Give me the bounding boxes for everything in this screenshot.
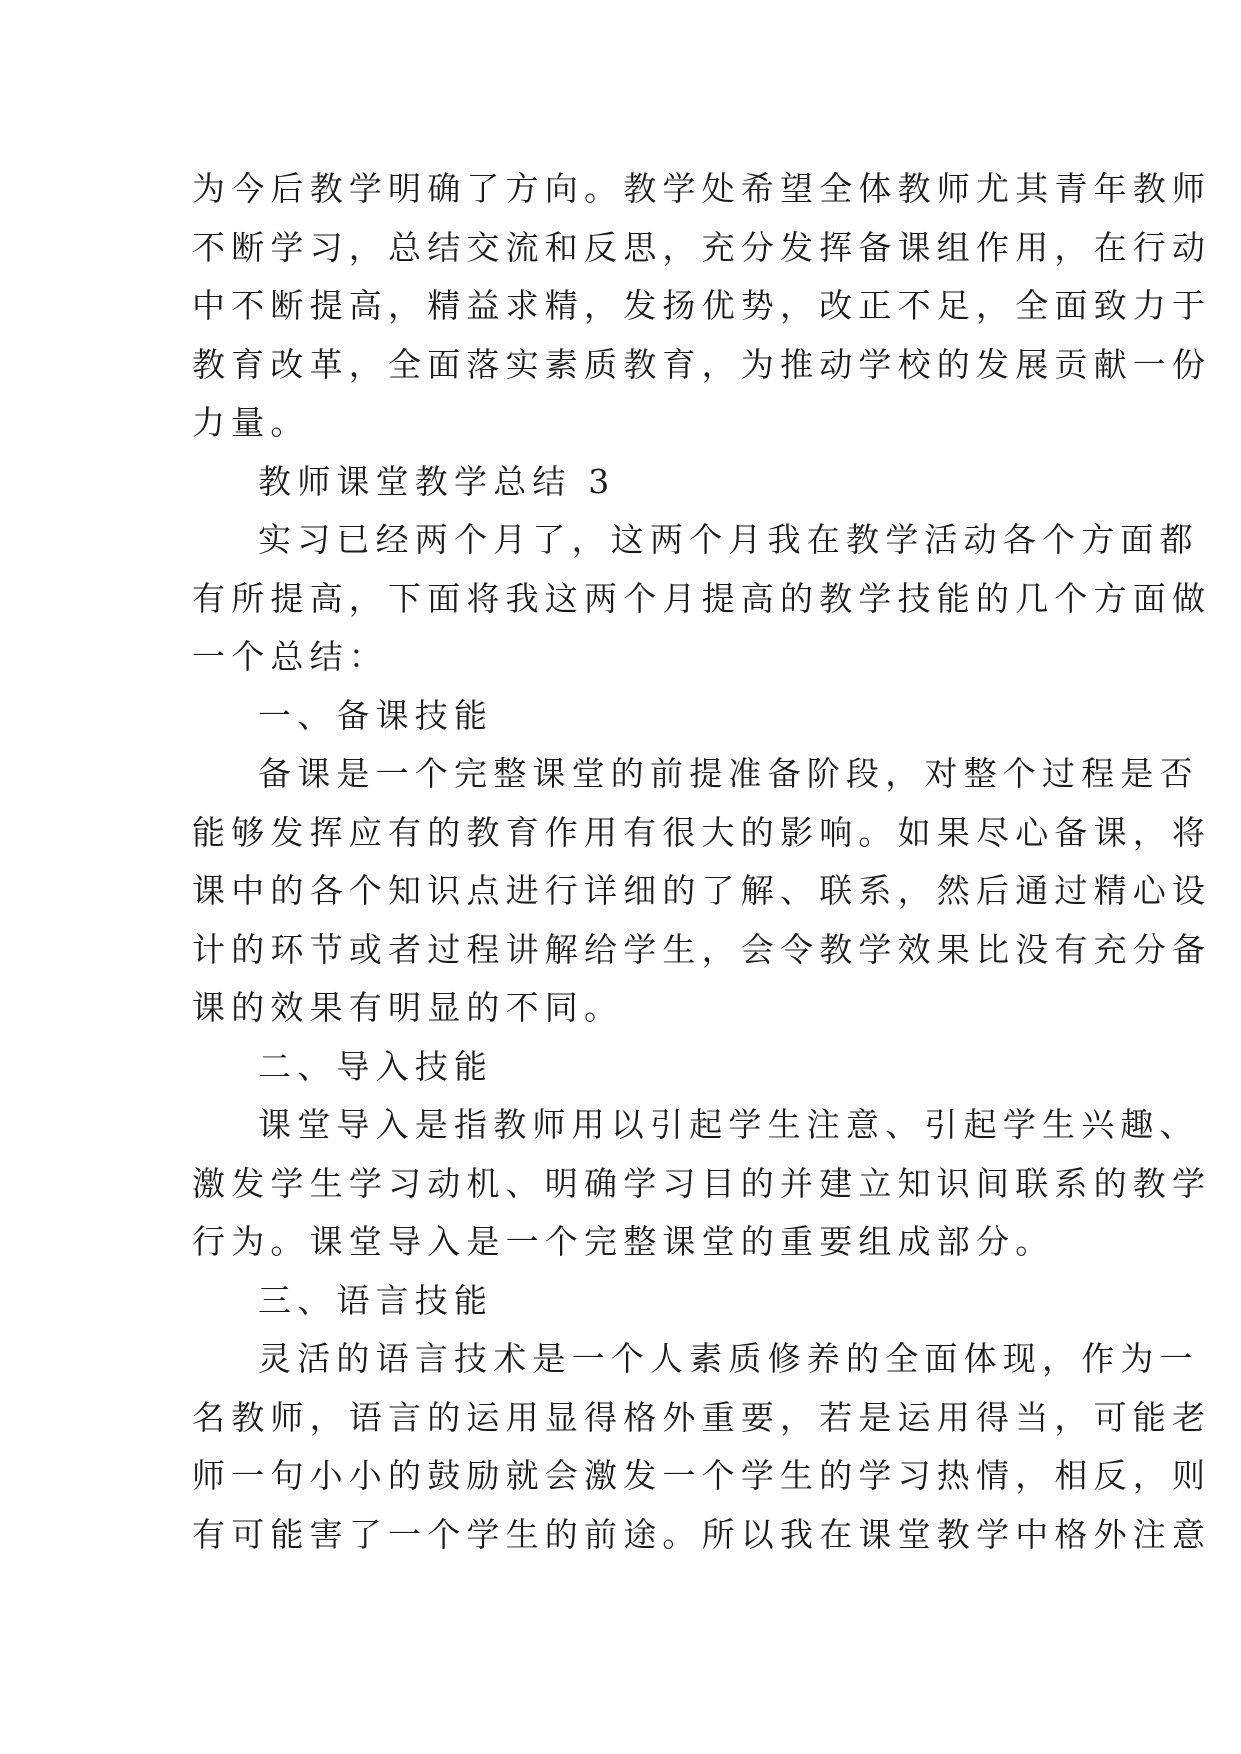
text-line: 一、备课技能 [258, 695, 494, 735]
text-line: 教育改革，全面落实素质教育，为推动学校的发展贡献一份 [192, 344, 1212, 384]
text-line: 力量。 [192, 403, 310, 442]
text-line: 不断学习，总结交流和反思，充分发挥备课组作用，在行动 [192, 227, 1212, 267]
text-line: 课堂导入是指教师用以引起学生注意、引起学生兴趣、 [258, 1105, 1199, 1144]
text-line: 实习已经两个月了，这两个月我在教学活动各个方面都 [258, 520, 1199, 559]
text-line: 课中的各个知识点进行详细的了解、联系，然后通过精心设 [192, 871, 1212, 910]
text-line: 教师课堂教学总结 3 [258, 461, 616, 501]
text-line: 能够发挥应有的教育作用有很大的影响。如果尽心备课，将 [192, 812, 1212, 852]
text-line: 行为。课堂导入是一个完整课堂的重要组成部分。 [192, 1222, 1055, 1261]
text-line: 备课是一个完整课堂的前提准备阶段，对整个过程是否 [258, 754, 1199, 793]
text-line: 计的环节或者过程讲解给学生，会令教学效果比没有充分备 [192, 929, 1212, 969]
text-line: 名教师，语言的运用显得格外重要，若是运用得当，可能老 [192, 1397, 1212, 1437]
text-line: 课的效果有明显的不同。 [192, 988, 624, 1027]
document-body [192, 160, 1212, 1564]
text-line: 一个总结： [192, 637, 388, 676]
text-line: 为今后教学明确了方向。教学处希望全体教师尤其青年教师 [192, 169, 1212, 208]
text-line: 三、语言技能 [258, 1280, 494, 1320]
text-line: 师一句小小的鼓励就会激发一个学生的学习热情，相反，则 [192, 1456, 1212, 1495]
text-line: 二、导入技能 [258, 1046, 494, 1086]
text-line: 有可能害了一个学生的前途。所以我在课堂教学中格外注意 [192, 1514, 1212, 1554]
text-line: 有所提高，下面将我这两个月提高的教学技能的几个方面做 [192, 578, 1212, 618]
text-line: 灵活的语言技术是一个人素质修养的全面体现，作为一 [258, 1339, 1199, 1378]
text-line: 激发学生学习动机、明确学习目的并建立知识间联系的教学 [192, 1163, 1212, 1203]
text-line: 中不断提高，精益求精，发扬优势，改正不足，全面致力于 [192, 286, 1212, 325]
